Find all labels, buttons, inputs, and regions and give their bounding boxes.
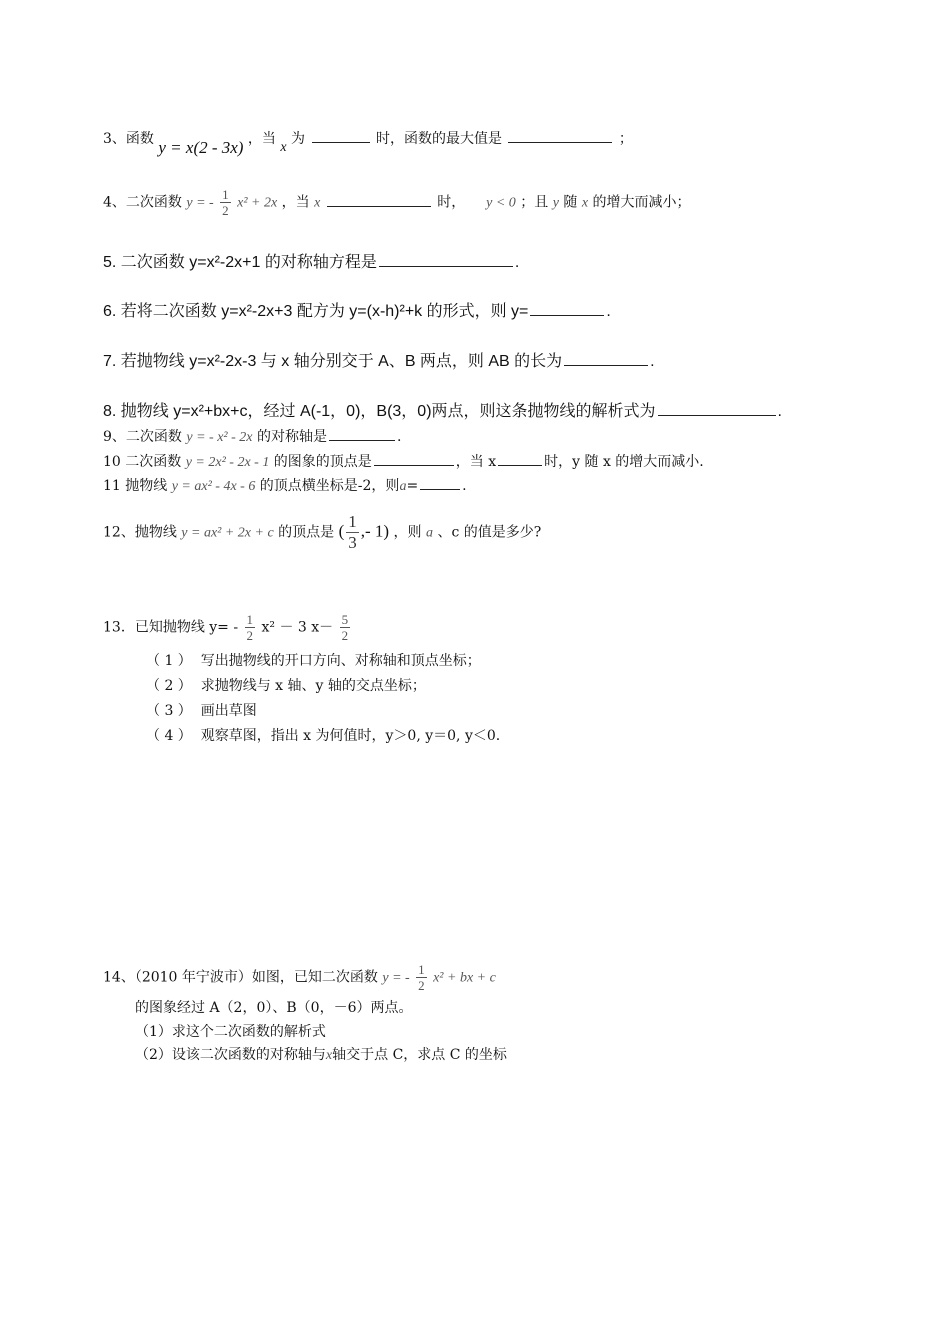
q11-text: = bbox=[406, 478, 419, 494]
question-8 bbox=[103, 401, 782, 422]
q4-text: ，当 bbox=[281, 194, 310, 211]
question-13 bbox=[103, 612, 352, 643]
q11-prefix: 11 抛物线 bbox=[103, 478, 168, 494]
fraction-numerator: 1 bbox=[222, 187, 229, 202]
answer-blank[interactable] bbox=[658, 401, 776, 416]
answer-blank[interactable] bbox=[508, 128, 612, 143]
question-14 bbox=[103, 962, 496, 993]
fraction-denominator: 2 bbox=[418, 978, 425, 993]
q10-text: ，当 x bbox=[455, 454, 497, 470]
q7-text: 7. 若抛物线 y=x²-2x-3 与 x 轴分别交于 A、B 两点，则 AB 的长为 bbox=[103, 353, 563, 370]
fraction-denominator: 2 bbox=[341, 628, 349, 643]
fraction-denominator: 2 bbox=[246, 628, 254, 643]
q12-fraction bbox=[346, 512, 359, 553]
q11-end: . bbox=[462, 478, 467, 494]
question-9 bbox=[103, 426, 401, 448]
q4-prefix: 4、二次函数 bbox=[103, 194, 182, 211]
q4-var: x bbox=[314, 195, 321, 211]
q8-text: 8. 抛物线 y=x²+bx+c，经过 A(-1，0)，B(3，0)两点，则这条抛物线的解析式为 bbox=[103, 403, 656, 420]
q11-formula: y = ax² - 4x - 6 bbox=[171, 479, 256, 494]
q12-point: ( bbox=[338, 521, 345, 541]
q3-text: 时，函数的最大值是 bbox=[375, 131, 502, 147]
answer-blank[interactable] bbox=[498, 451, 542, 466]
q4-text: 时， bbox=[437, 194, 466, 211]
q6-end: . bbox=[606, 303, 611, 320]
q4-condition: y < 0 bbox=[486, 195, 516, 211]
q14-var: x bbox=[325, 1048, 333, 1063]
question-6 bbox=[103, 301, 611, 322]
answer-blank[interactable] bbox=[327, 192, 431, 207]
q14-line-2 bbox=[135, 998, 412, 1018]
q14-text: 轴交于点 C，求点 C 的坐标 bbox=[332, 1047, 507, 1063]
item-number: （ 1 ） bbox=[146, 653, 192, 669]
item-text: 求抛物线与 x 轴、y 轴的交点坐标； bbox=[200, 678, 426, 694]
q4-text: ；且 bbox=[520, 194, 549, 211]
q10-text: 时，y 随 x 的增大而减小. bbox=[544, 454, 704, 470]
q13-fraction-2 bbox=[340, 612, 351, 643]
q13-item bbox=[146, 726, 500, 746]
q11-var: a bbox=[399, 479, 407, 494]
q13-prefix: 13．已知抛物线 y= - bbox=[103, 619, 239, 636]
question-5 bbox=[103, 252, 519, 273]
q12-point: ,- 1) bbox=[360, 521, 390, 541]
q14-fraction bbox=[416, 962, 427, 993]
q13-item bbox=[146, 676, 426, 696]
q9-text: 的对称轴是 bbox=[256, 429, 327, 445]
answer-blank[interactable] bbox=[312, 128, 370, 143]
question-3 bbox=[103, 128, 633, 157]
question-4 bbox=[103, 187, 691, 218]
fraction-numerator: 1 bbox=[348, 512, 357, 531]
q3-prefix: 3、函数 bbox=[103, 131, 154, 147]
q12-text: 、c 的值是多少? bbox=[437, 524, 542, 541]
q4-var: y bbox=[552, 195, 559, 211]
q6-text: 6. 若将二次函数 y=x²-2x+3 配方为 y=(x-h)²+k 的形式，则 y= bbox=[103, 303, 529, 320]
question-10 bbox=[103, 451, 704, 473]
q5-end: . bbox=[514, 254, 520, 271]
q14-text: 的图象经过 A（2，0）、B（0，－6）两点。 bbox=[135, 1000, 413, 1016]
q14-formula: y = - bbox=[382, 970, 410, 986]
q13-item bbox=[146, 651, 481, 671]
q4-text: 的增大而减小； bbox=[592, 194, 691, 211]
q9-formula: y = - x² - 2x bbox=[186, 430, 253, 445]
q12-formula: y = ax² + 2x + c bbox=[181, 525, 274, 541]
fraction-denominator: 2 bbox=[222, 203, 229, 218]
q14-part-2 bbox=[135, 1045, 507, 1066]
item-text: 写出抛物线的开口方向、对称轴和顶点坐标； bbox=[200, 653, 481, 669]
item-number: （ 2 ） bbox=[146, 678, 192, 694]
q14-prefix: 14、（2010 年宁波市）如图，已知二次函数 bbox=[103, 969, 378, 986]
question-11 bbox=[103, 475, 467, 497]
answer-blank[interactable] bbox=[329, 426, 395, 441]
fraction-numerator: 5 bbox=[341, 612, 349, 627]
q14-text: （2）设该二次函数的对称轴与 bbox=[135, 1047, 326, 1063]
q13-fraction-1 bbox=[245, 612, 256, 643]
q3-var: x bbox=[280, 140, 287, 155]
item-text: 画出草图 bbox=[200, 703, 257, 719]
q7-end: . bbox=[650, 353, 655, 370]
fraction-numerator: 1 bbox=[246, 612, 254, 627]
q10-formula: y = 2x² - 2x - 1 bbox=[185, 455, 270, 470]
q3-text: ； bbox=[618, 131, 633, 147]
answer-blank[interactable] bbox=[420, 475, 460, 490]
q10-text: 的图象的顶点是 bbox=[273, 454, 372, 470]
q14-formula: x² + bx + c bbox=[433, 970, 496, 986]
q12-prefix: 12、抛物线 bbox=[103, 524, 177, 541]
fraction-numerator: 1 bbox=[418, 962, 425, 977]
q4-var: x bbox=[581, 195, 589, 211]
answer-blank[interactable] bbox=[374, 451, 454, 466]
answer-blank[interactable] bbox=[564, 351, 648, 366]
question-12 bbox=[103, 512, 541, 553]
q3-text: 为 bbox=[291, 131, 306, 147]
q3-text: ，当 bbox=[247, 131, 276, 147]
answer-blank[interactable] bbox=[379, 252, 513, 267]
q4-fraction bbox=[220, 187, 231, 218]
q4-text: 随 bbox=[563, 194, 578, 211]
q3-formula: y = x(2 - 3x) bbox=[158, 138, 244, 157]
q9-end: . bbox=[396, 429, 402, 445]
question-7 bbox=[103, 351, 655, 372]
q10-prefix: 10 二次函数 bbox=[103, 454, 182, 470]
q5-text: 5. 二次函数 y=x²-2x+1 的对称轴方程是 bbox=[103, 254, 377, 271]
q13-formula: x² － 3 x－ bbox=[261, 619, 334, 636]
q13-item bbox=[146, 701, 257, 721]
q14-text: （1）求这个二次函数的解析式 bbox=[135, 1024, 326, 1040]
q9-prefix: 9、二次函数 bbox=[103, 429, 182, 445]
q11-text: 的顶点横坐标是-2，则 bbox=[259, 478, 400, 494]
item-number: （ 3 ） bbox=[146, 703, 192, 719]
q12-var: a bbox=[426, 525, 433, 541]
fraction-denominator: 3 bbox=[348, 533, 357, 552]
q4-formula: y = - bbox=[186, 195, 214, 211]
item-text: 观察草图，指出 x 为何值时，y＞0, y＝0, y＜0. bbox=[200, 728, 501, 744]
item-number: （ 4 ） bbox=[146, 728, 192, 744]
answer-blank[interactable] bbox=[530, 301, 604, 316]
q4-formula: x² + 2x bbox=[237, 195, 278, 211]
q12-text: 的顶点是 bbox=[278, 524, 335, 541]
q12-text: ，则 bbox=[393, 524, 422, 541]
q14-part-1 bbox=[135, 1022, 326, 1042]
q8-end: . bbox=[777, 403, 782, 420]
